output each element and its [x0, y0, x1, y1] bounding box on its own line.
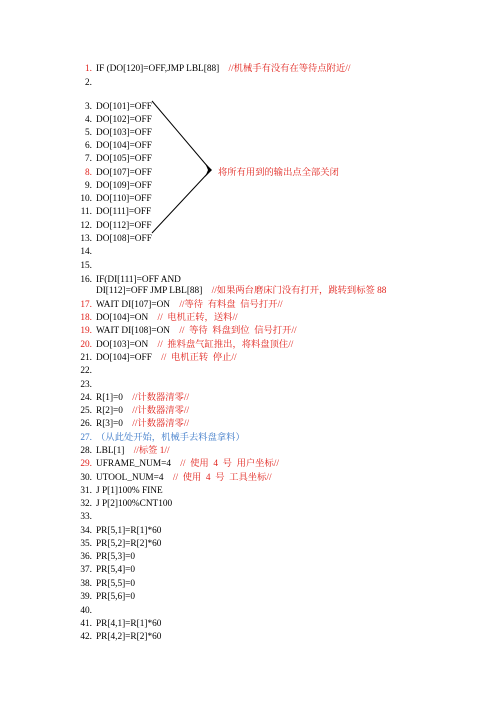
code-text: R[1]=0 [96, 393, 123, 403]
code-text: DO[104]=OFF [96, 141, 152, 151]
code-text: UTOOL_NUM=4 [96, 473, 164, 483]
line-number: 9. [85, 181, 92, 191]
line-number: 31. [80, 486, 92, 496]
bracket-line-top [152, 101, 208, 167]
code-text: （从此处开始，机械手去料盘拿料） [96, 433, 245, 443]
code-line [60, 153, 152, 165]
code-line [60, 299, 283, 311]
code-line [60, 458, 279, 470]
code-line [60, 63, 350, 75]
line-number: 42. [80, 632, 92, 642]
line-number: 1. [85, 64, 92, 74]
code-line [60, 365, 96, 377]
line-number: 35. [80, 539, 92, 549]
code-text: PR[5,6]=0 [96, 592, 136, 602]
code-text: IF(DI[111]=OFF AND [96, 275, 181, 285]
line-number: 38. [80, 579, 92, 589]
code-comment: // 电机正转，送料// [157, 313, 238, 323]
line-number: 34. [80, 526, 92, 536]
line-number: 25. [80, 406, 92, 416]
line-number: 27. [80, 433, 92, 443]
line-number: 36. [80, 552, 92, 562]
line-number: 32. [80, 499, 92, 509]
code-text: DO[102]=OFF [96, 115, 152, 125]
line-number: 3. [85, 102, 92, 112]
code-line [60, 114, 152, 126]
code-text: WAIT DI[108]=ON [96, 326, 171, 336]
code-text: R[3]=0 [96, 419, 123, 429]
code-line [60, 631, 161, 643]
code-text: DO[104]=ON [96, 313, 149, 323]
code-text: DO[112]=OFF [96, 221, 152, 231]
code-comment: // 使用 4 号 用户坐标// [180, 459, 279, 469]
code-line [60, 246, 96, 258]
line-number: 40. [80, 606, 92, 616]
code-line [60, 605, 96, 617]
line-number: 39. [80, 592, 92, 602]
code-comment: //标签 1// [133, 446, 170, 456]
code-comment: //如果两台磨床门没有打开，跳转到标签 88 [211, 286, 387, 296]
code-text: PR[4,2]=R[2]*60 [96, 632, 162, 642]
code-line [60, 167, 152, 179]
code-comment: // 电机正转 停止// [161, 353, 237, 363]
line-number: 18. [80, 313, 92, 323]
code-text: DO[110]=OFF [96, 194, 152, 204]
code-text: LBL[1] [96, 446, 125, 456]
code-line [60, 445, 170, 457]
code-text: DO[103]=OFF [96, 128, 152, 138]
code-text: IF (DO[120]=OFF,JMP LBL[88] [96, 64, 220, 74]
line-number: 6. [85, 141, 92, 151]
line-number: 2. [85, 78, 92, 88]
code-line [60, 392, 189, 404]
line-number: 5. [85, 128, 92, 138]
line-number: 14. [80, 247, 92, 257]
code-text: UFRAME_NUM=4 [96, 459, 171, 469]
code-text: WAIT DI[107]=ON [96, 300, 171, 310]
code-comment: // 等待 料盘到位 信号打开// [179, 326, 297, 336]
arrow-head-icon [205, 163, 212, 177]
code-line [60, 206, 151, 218]
code-text: PR[5,1]=R[1]*60 [96, 526, 162, 536]
code-text: DO[104]=OFF [96, 353, 152, 363]
line-number: 15. [80, 261, 92, 271]
code-line [60, 511, 96, 523]
code-comment: // 使用 4 号 工具坐标// [172, 473, 272, 483]
code-line [60, 405, 189, 417]
code-line [60, 485, 163, 497]
line-number: 8. [85, 168, 92, 178]
code-line [60, 564, 135, 576]
code-text: PR[5,3]=0 [96, 552, 136, 562]
code-comment: // 推料盘气缸推出，将料盘顶住// [157, 340, 294, 350]
code-line [60, 352, 237, 364]
code-line [60, 312, 238, 324]
code-line [60, 551, 135, 563]
code-line [60, 285, 386, 297]
line-number: 21. [80, 353, 92, 363]
code-line [60, 525, 161, 537]
line-number: 4. [85, 115, 92, 125]
code-text: PR[5,4]=0 [96, 565, 136, 575]
code-line [60, 140, 152, 152]
code-text: R[2]=0 [96, 406, 123, 416]
line-number: 24. [80, 393, 92, 403]
line-number: 37. [80, 565, 92, 575]
code-line [60, 260, 96, 272]
code-line [60, 432, 245, 444]
code-line [60, 325, 297, 337]
code-line [60, 193, 152, 205]
code-text: DO[109]=OFF [96, 181, 152, 191]
line-number: 10. [80, 194, 92, 204]
code-line [60, 538, 161, 550]
line-number: 30. [80, 473, 92, 483]
code-line [60, 578, 135, 590]
line-number: 13. [80, 234, 92, 244]
code-text: DO[107]=OFF [96, 168, 152, 178]
code-text: PR[5,5]=0 [96, 579, 136, 589]
code-text: J P[2]100%CNT100 [96, 499, 173, 509]
code-text: PR[4,1]=R[1]*60 [96, 619, 162, 629]
line-number: 19. [80, 326, 92, 336]
line-number: 23. [80, 380, 92, 390]
code-text: DO[108]=OFF [96, 234, 152, 244]
code-line [60, 101, 152, 113]
line-number: 16. [80, 275, 92, 285]
line-number: 20. [80, 340, 92, 350]
code-line [60, 127, 152, 139]
code-line [60, 180, 152, 192]
line-number: 17. [80, 300, 92, 310]
code-text: DO[101]=OFF [96, 102, 152, 112]
code-line [60, 220, 152, 232]
code-line [60, 591, 135, 603]
code-line [60, 77, 96, 89]
code-comment: //计数器清零// [132, 419, 190, 429]
code-line [60, 233, 152, 245]
code-text: DI[112]=OFF JMP LBL[88] [96, 286, 203, 296]
line-number: 7. [85, 154, 92, 164]
line-number: 33. [80, 512, 92, 522]
line-number: 41. [80, 619, 92, 629]
code-text: DO[105]=OFF [96, 154, 152, 164]
line-number: 11. [80, 207, 92, 217]
code-text: DO[103]=ON [96, 340, 149, 350]
code-line [60, 618, 161, 630]
bracket-line-bottom [152, 173, 208, 233]
line-number: 26. [80, 419, 92, 429]
code-text: PR[5,2]=R[2]*60 [96, 539, 162, 549]
line-number: 22. [80, 366, 92, 376]
code-comment: //机械手有没有在等待点附近// [228, 64, 351, 74]
code-comment: //等待 有料盘 信号打开// [179, 300, 283, 310]
code-line [60, 472, 272, 484]
line-number: 12. [80, 221, 92, 231]
code-line [60, 379, 96, 391]
line-number: 29. [80, 459, 92, 469]
line-number: 28. [80, 446, 92, 456]
code-comment: //计数器清零// [132, 406, 190, 416]
code-line [60, 498, 172, 510]
code-line [60, 339, 293, 351]
code-comment: //计数器清零// [132, 393, 190, 403]
code-text: J P[1]100% FINE [96, 486, 163, 496]
bracket-annotation: 将所有用到的输出点全部关闭 [218, 168, 339, 178]
code-line [60, 418, 189, 430]
code-text: DO[111]=OFF [96, 207, 152, 217]
